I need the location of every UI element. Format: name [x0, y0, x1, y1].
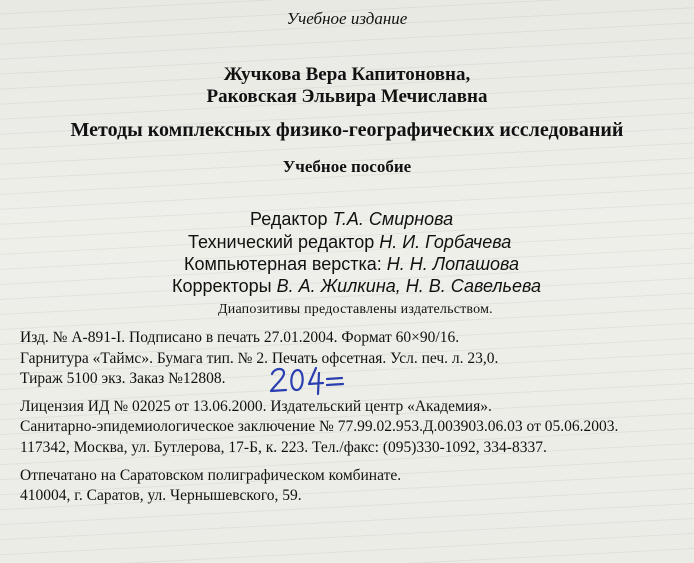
author-name: Раковская Эльвира Мечиславна — [206, 86, 488, 107]
handwritten-annotation — [268, 362, 346, 396]
book-type: Учебное пособие — [282, 157, 412, 176]
imprint-line: Гарнитура «Таймс». Бумага тип. № 2. Печать офсетная. Усл. печ. л. 23,0. — [20, 350, 499, 367]
author-name: Жучкова Вера Капитоновна, — [223, 64, 471, 85]
credit-role: Технический редактор — [188, 232, 375, 252]
credit-role: Корректоры — [172, 276, 272, 296]
imprint-line: Изд. № А-891-I. Подписано в печать 27.01.2004. Формат 60×90/16. — [20, 329, 460, 346]
imprint-line: Тираж 5100 экз. Заказ №12808. — [20, 370, 226, 387]
imprint-line: Лицензия ИД № 02025 от 13.06.2000. Издательский центр «Академия». — [20, 398, 492, 415]
credit-name: Т.А. Смирнова — [332, 209, 454, 229]
credit-layout — [184, 255, 519, 273]
handwriting-strokes — [271, 368, 343, 394]
credit-role: Редактор — [250, 209, 328, 229]
imprint-line: 410004, г. Саратов, ул. Чернышевского, 59. — [20, 487, 302, 504]
slides-note: Диапозитивы предоставлены издательством. — [218, 302, 493, 317]
credit-proofreaders — [172, 277, 541, 295]
credit-editor — [250, 210, 453, 228]
credit-name: В. А. Жилкина, — [276, 276, 401, 296]
imprint-line: Отпечатано на Саратовском полиграфическом комбинате. — [20, 467, 402, 484]
credit-name: Н. Н. Лопашова — [386, 254, 520, 274]
book-title: Методы комплексных физико-географических исследований — [70, 119, 624, 141]
imprint-line: 117342, Москва, ул. Бутлерова, 17-Б, к. 223. Тел./факс: (095)330-1092, 334-8337. — [20, 439, 547, 456]
credit-tech-editor — [188, 233, 511, 251]
credit-name: Н. В. Савельева — [405, 276, 542, 296]
imprint-line: Санитарно-эпидемиологическое заключение № 77.99.02.953.Д.003903.06.03 от 05.06.2003. — [20, 418, 619, 435]
edition-type: Учебное издание — [286, 9, 408, 28]
credit-role: Компьютерная верстка: — [184, 254, 382, 274]
credit-name: Н. И. Горбачева — [379, 232, 512, 252]
